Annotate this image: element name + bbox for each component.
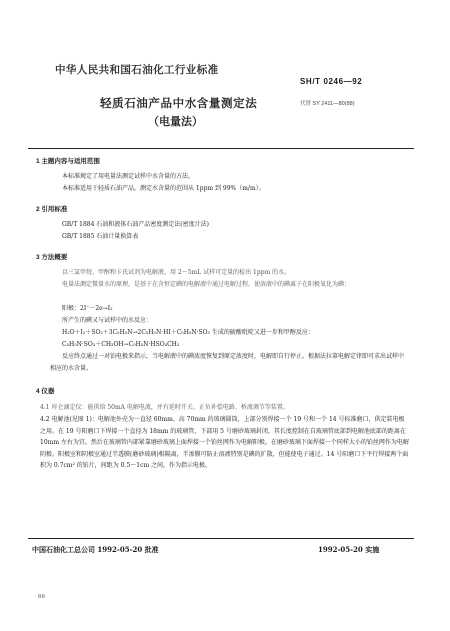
header-divider <box>28 148 414 149</box>
section-1-line-2: 本标准适用于轻质石油产品，测定水含量的范围从 1ppm 到 99%（m/m）。 <box>62 185 265 192</box>
section-3-para-4: 反应终点通过一对铂电极来指示，当电解液中的碘浓度恢复到原定浓度时，电解即自行停止。根据法拉第电解定律即可求出试样中相应的水含量。 <box>50 353 405 372</box>
clause-4-2: 4.2 电解池(见图 1)：电解池外壳为一直径 60mm、高 70mm 的玻璃圆筒，上部分别焊接一个 19 号和一个 14 号标准磨口，供定装电极之用。在 19 号阳磨口下焊接一个直径为 18mm 的玻璃管，下部用 5 号磨砂玻璃封闭，其长度控制在自玻璃管底部到电解池底部的距离在 10mm 左右为宜。然后在玻璃管内部紧靠磨砂玻璃上面焊接一个铂丝网作为电解阳极。在磨砂玻璃下面焊接一个同样大小的铂丝网作为电解阴极。阳极室和阴极室通过半透膜(磨砂玻璃)相隔离，半渗膜可防止溶液特别是碘的扩散，但能使电子通过。14 号阳磨口下平行焊接两个面积为 0.7cm² 的铂片，间距为 0.5～1cm 之间，作为指示电极。 <box>40 416 409 469</box>
document-subtitle: （电量法） <box>148 115 203 128</box>
anode-reaction: 阳极：2I⁻－2e→I₂ <box>62 305 113 312</box>
equation-2: C₅H₅N·SO₃＋CH₃OH→C₅H₅N·HSO₄CH₃ <box>62 341 180 348</box>
org-title: 中华人民共和国石油化工行业标准 <box>55 64 219 76</box>
reference-2: GB/T 1885 石油计量换算表 <box>62 233 139 240</box>
section-3-para-2: 电量法测定微量水的原理，是基于在含恒定碘的电解液中通过电解过程，使溶液中的碘离子在阳极氧化为碘： <box>62 281 351 288</box>
section-3-heading: 3 方法概要 <box>36 254 68 261</box>
approval-line: 中国石油化工总公司 1992-05-20 批准 <box>32 545 159 554</box>
section-1-line-1: 本标准规定了用电量法测定试样中水含量的方法。 <box>62 173 195 180</box>
section-3-para-1: 以三氯甲烷、甲醇和卡氏试剂为电解液，用 2～5mL 试样可定量的检出 1ppm 的水。 <box>62 269 291 276</box>
section-4-heading: 4 仪器 <box>36 388 55 395</box>
section-3-para-3: 所产生的碘又与试样中的水反应： <box>62 317 153 324</box>
equation-1: H₂O＋I₂＋SO₂＋3C₅H₅N→2C₅H₅N·HI＋C₅H₅N·SO₃ 生成的硫酸吡啶又进一步和甲醇反应： <box>62 329 314 336</box>
replaced-standard: 代替 SY 2411—80(88) <box>300 101 355 107</box>
implementation-date: 1992-05-20 实施 <box>318 545 380 554</box>
page-number: 66 <box>38 594 45 600</box>
standard-code: SH/T 0246—92 <box>300 77 363 86</box>
section-1-heading: 1 主题内容与适用范围 <box>36 158 100 165</box>
reference-1: GB/T 1884 石油和液体石油产品密度测定法(密度计法) <box>62 221 209 228</box>
clause-4-1: 4.1 库仑滴定仪：能供给 50mA 电解电流，并有延时开关、正负补偿电路、桥流调节等装置。 <box>40 404 289 411</box>
document-title: 轻质石油产品中水含量测定法 <box>100 96 258 110</box>
section-2-heading: 2 引用标准 <box>36 206 68 213</box>
footer-divider <box>28 538 414 539</box>
